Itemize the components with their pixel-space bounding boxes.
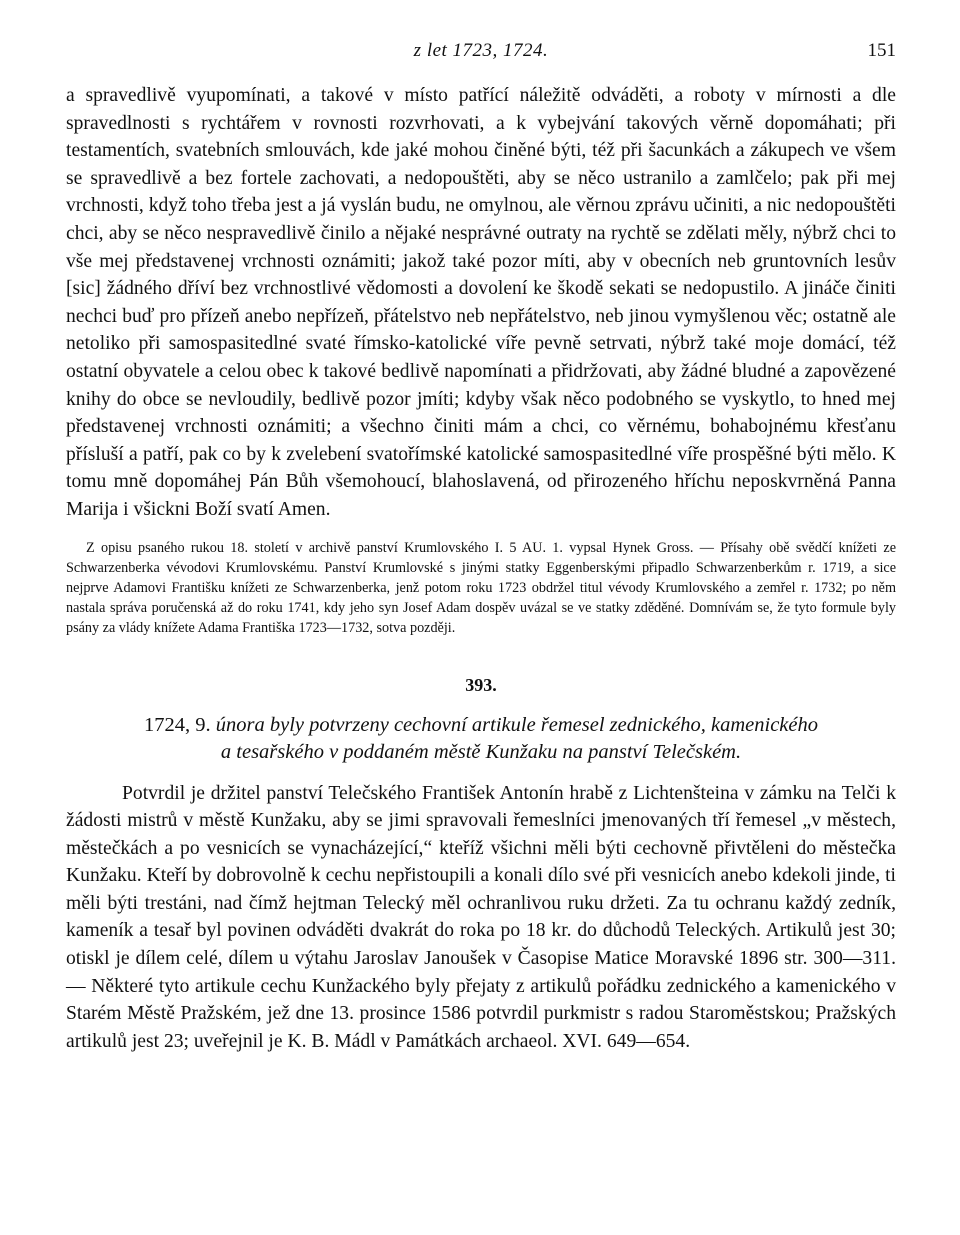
document-title-line2: a tesařského v poddaném městě Kunžaku na panství Telečském.	[220, 740, 742, 763]
document-page	[66, 36, 896, 1055]
page-header	[66, 36, 896, 68]
document-body: Potvrdil je držitel panství Telečského František Antonín hrabě z Lichtenšteina v zámku na Telči k žádosti mistrů v městě Kunžaku, aby se jimi spravovali řemeslníci jmenovaných tří řemesel „v městech, městečkách a po vesnicích se vynacházející,“ kteříž všichni měli býti cechovně přivtěleni do městečka Kunžaku. Kteří by dobrovolně k cechu nepřistoupili a konali dílo své při vesnicích anebo kdekoli jinde, ti měli býti trestáni, nad čímž hejtman Telecký měl ochranlivou ruku držeti. Za tu ochranu každý zedník, kameník a tesař byl povinen odváděti dvakrát do roka po 18 kr. do důchodů Teleckých. Artikulů jest 30; otiskl je dílem celé, dílem u výtahu Jaroslav Janoušek v Časopise Matice Moravské 1896 str. 300—311. — Některé tyto artikule cechu Kunžackého byly přejaty z artikulů pořádku zednického a kamenického v Starém Městě Pražském, jež dne 13. prosince 1586 potvrdil purkmistr s radou Staroměstskou; Pražských artikulů jest 23; uveřejnil je K. B. Mádl v Památkách archaeol. XVI. 649—654.	[66, 782, 896, 1052]
source-note: Z opisu psaného rukou 18. století v archivě panství Krumlovského I. 5 AU. 1. vypsal Hynek Gross. — Přísahy obě svědčí knížeti ze Schwarzenberka vévodovi Krumlovskému. Panství Krumlovské s jinými statky Eggenberskými připadlo Schwarzenberkům r. 1719, a sice nejprve Adamovi Františku knížeti ze Schwarzenberka, jenž potom roku 1723 obdržel titul vévody Krumlovského a zemřel r. 1732; po něm nastala správa poručenská až do roku 1741, kdy jeho syn Josef Adam dospěv uvázal se ve statky zděděné. Domnívám se, že tyto formule byly psány za vlády knížete Adama Františka 1723—1732, sotva později.	[66, 539, 896, 637]
oath-text-continuation	[66, 82, 896, 524]
document-title-line1: února byly potvrzeny cechovní artikule řemesel zednického, kamenického	[215, 713, 818, 736]
running-title: z let 1723, 1724.	[413, 40, 549, 61]
document-title	[66, 712, 896, 766]
page-number: 151	[867, 40, 896, 61]
document-number: 393.	[465, 674, 497, 695]
main-paragraph: a spravedlivě vyupomínati, a takové v místo patřící náležitě odváděti, a roboty v mírnosti a dle spravedlnosti s rychtářem v rovnosti rozvrhovati, a k vybejvání takových věrně dopomáhati; při testamentích, svatebních smlouvách, kde jaké mohou činěné býti, též při šacunkách a zákupech ve všem se spravedlivě a bez fortele zachovati, a nedopouštěti, aby se něco ustranilo a zamlčelo; pak při mej vrchnosti, když toho třeba jest a já vyslán budu, ne omylnou, ale věrnou zprávu učiniti, a nic nedopouštěti chci, aby se něco nespravedlivě činilo a nějaké nesprávné outraty na rychtě se zdělati měly, nýbrž chci to vše mej představenej vrchnosti oznámiti; jakož také pozor míti, aby v obecních neb gruntovních lesův [sic] žádného dříví bez vrchnostlivé vědomosti a dovolení ke škodě sekati se nedopustilo. A jináče činiti nechci buď pro přízeň anebo nepřízeň, přátelstvo neb nepřátelstvo, neb jinou vymyšlenou věc; ostatně ale netoliko při samospasitedlné svaté římsko-katolické víře pevně setrvati, nýbrž také moje domácí, též ostatní obyvatele a celou obec k takové bedlivě napomínati a přidržovati, aby žádné bludné a zapovězené knihy do obce se nevloudily, bedlivě pozor jmíti; kdyby však něco podobného se vyskytlo, to hned mej představenej vrchnosti oznámiti; a všechno činiti mám a chci, co věrnému, bohabojnému křesťanu přísluší a patří, pak co by k zvelebení svatořímské katolické samospasitedlné víře prospěšné býti mělo. K tomu mně dopomáhej Pán Bůh všemohoucí, blahoslavená, od přirozeného hříchu neposkvrněná Panna Marija i všickni Boží svatí Amen.	[66, 85, 896, 520]
document-date: 1724, 9.	[144, 713, 211, 736]
